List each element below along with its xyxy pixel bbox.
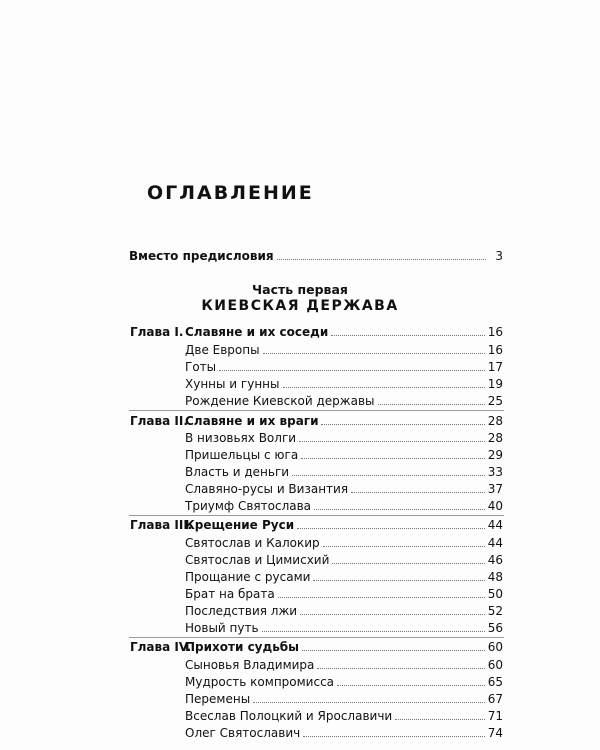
toc-section[interactable] (185, 498, 503, 514)
toc-entry-page: 3 (495, 249, 503, 263)
dot-leader (337, 685, 485, 686)
chapter-title: Славяне и их соседи (185, 325, 329, 339)
toc-section[interactable] (185, 674, 503, 690)
chapter-title: Крещение Руси (185, 518, 295, 532)
chapter-page: 60 (487, 640, 503, 654)
toc-section[interactable] (185, 481, 503, 497)
toc-section[interactable] (185, 535, 503, 551)
toc-chapter-2[interactable] (185, 413, 503, 429)
part-subtitle: Часть первая (252, 282, 348, 297)
section-page: 44 (487, 536, 503, 550)
chapter-divider (129, 637, 504, 638)
dot-leader (395, 719, 485, 720)
chapter-title: Славяне и их враги (185, 414, 319, 428)
toc-section[interactable] (185, 603, 503, 619)
section-title: Прощание с русами (185, 570, 311, 584)
section-page: 50 (487, 587, 503, 601)
dot-leader (278, 597, 485, 598)
section-page: 60 (487, 658, 503, 672)
toc-section[interactable] (185, 569, 503, 585)
dot-leader (302, 650, 485, 651)
toc-section[interactable] (185, 708, 503, 724)
section-title: Брат на брата (185, 587, 275, 601)
section-title: В низовьях Волги (185, 431, 297, 445)
toc-chapter-1[interactable] (185, 324, 503, 340)
dot-leader (299, 441, 485, 442)
toc-section[interactable] (185, 464, 503, 480)
page-title: ОГЛАВЛЕНИЕ (147, 182, 314, 204)
dot-leader (297, 528, 485, 529)
section-page: 74 (487, 726, 503, 740)
section-title: Новый путь (185, 621, 259, 635)
toc-chapter-3[interactable] (185, 517, 503, 533)
section-page: 52 (487, 604, 503, 618)
section-page: 16 (487, 343, 503, 357)
section-page: 28 (487, 431, 503, 445)
dot-leader (317, 668, 484, 669)
toc-chapter-4[interactable] (185, 639, 503, 655)
toc-section[interactable] (185, 725, 503, 741)
part-title: КИЕВСКАЯ ДЕРЖАВА (201, 298, 399, 314)
section-page: 40 (487, 499, 503, 513)
dot-leader (219, 370, 485, 371)
section-page: 17 (487, 360, 503, 374)
section-page: 33 (487, 465, 503, 479)
dot-leader (321, 424, 484, 425)
section-title: Готы (185, 360, 217, 374)
section-page: 29 (487, 448, 503, 462)
dot-leader (314, 509, 485, 510)
toc-section[interactable] (185, 430, 503, 446)
chapter-divider (129, 410, 504, 411)
toc-section[interactable] (185, 657, 503, 673)
section-page: 65 (487, 675, 503, 689)
section-title: Мудрость компромисса (185, 675, 335, 689)
dot-leader (378, 404, 485, 405)
section-title: Хунны и гунны (185, 377, 280, 391)
toc-section[interactable] (185, 342, 503, 358)
section-title: Триумф Святослава (185, 499, 312, 513)
dot-leader (263, 353, 485, 354)
section-title: Всеслав Полоцкий и Ярославичи (185, 709, 393, 723)
dot-leader (303, 736, 485, 737)
section-title: Святослав и Калокир (185, 536, 320, 550)
section-page: 46 (487, 553, 503, 567)
dot-leader (351, 492, 485, 493)
toc-section[interactable] (185, 552, 503, 568)
toc-section[interactable] (185, 393, 503, 409)
section-page: 19 (487, 377, 503, 391)
dot-leader (292, 475, 485, 476)
chapter-label: Глава I. (130, 325, 184, 339)
toc-section[interactable] (185, 359, 503, 375)
section-title: Святослав и Цимисхий (185, 553, 330, 567)
chapter-label: Глава II. (130, 414, 188, 428)
chapter-page: 44 (487, 518, 503, 532)
section-title: Пришельцы с юга (185, 448, 299, 462)
dot-leader (313, 580, 484, 581)
chapter-title: Прихоти судьбы (185, 640, 300, 654)
toc-section[interactable] (185, 586, 503, 602)
section-page: 25 (487, 394, 503, 408)
chapter-page: 28 (487, 414, 503, 428)
dot-leader (262, 631, 485, 632)
section-page: 67 (487, 692, 503, 706)
chapter-divider (129, 515, 504, 516)
dot-leader (253, 702, 485, 703)
section-page: 71 (487, 709, 503, 723)
dot-leader (277, 259, 486, 260)
section-title: Олег Святославич (185, 726, 301, 740)
section-title: Перемены (185, 692, 251, 706)
toc-section[interactable] (185, 620, 503, 636)
section-page: 48 (487, 570, 503, 584)
chapter-label: Глава III. (130, 518, 193, 532)
section-title: Сыновья Владимира (185, 658, 315, 672)
dot-leader (323, 546, 485, 547)
toc-entry-preface[interactable] (129, 248, 503, 264)
toc-section[interactable] (185, 376, 503, 392)
dot-leader (301, 458, 485, 459)
section-title: Последствия лжи (185, 604, 298, 618)
dot-leader (331, 335, 484, 336)
section-title: Власть и деньги (185, 465, 290, 479)
toc-section[interactable] (185, 447, 503, 463)
toc-entry-title: Вместо предисловия (129, 249, 274, 263)
dot-leader (332, 563, 484, 564)
section-page: 56 (487, 621, 503, 635)
dot-leader (300, 614, 485, 615)
chapter-label: Глава IV. (130, 640, 192, 654)
chapter-page: 16 (487, 325, 503, 339)
section-page: 37 (487, 482, 503, 496)
section-title: Славяно-русы и Византия (185, 482, 349, 496)
section-title: Рождение Киевской державы (185, 394, 375, 408)
toc-section[interactable] (185, 691, 503, 707)
dot-leader (283, 387, 485, 388)
section-title: Две Европы (185, 343, 260, 357)
